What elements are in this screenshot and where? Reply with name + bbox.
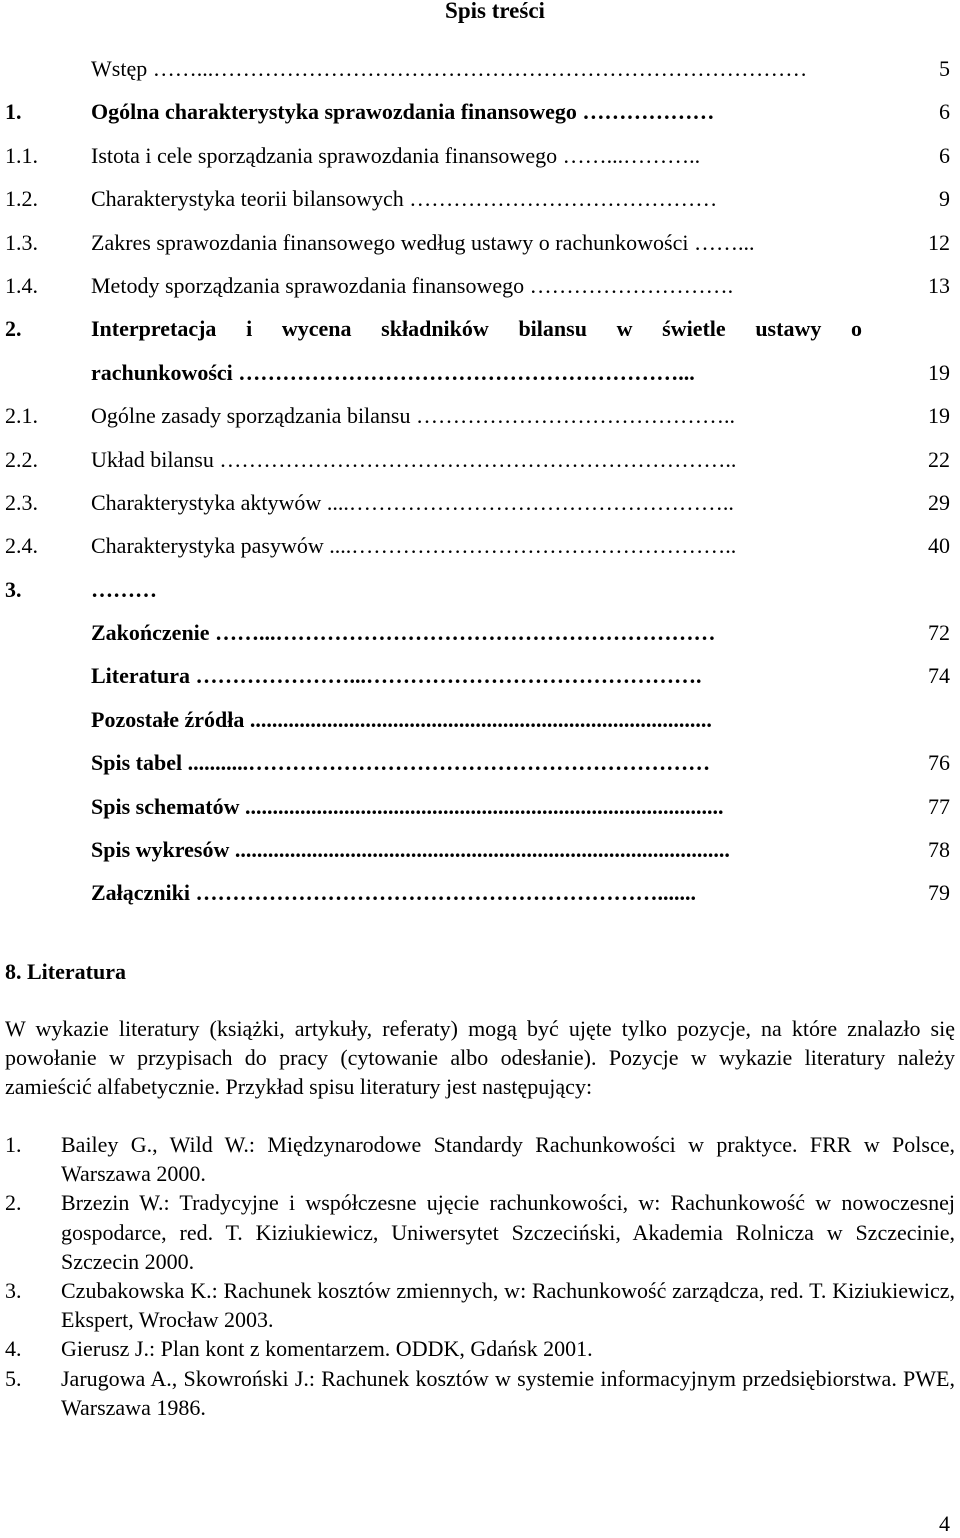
table-of-contents [0,52,960,920]
toc-entry-number: 1.3. [5,229,38,255]
toc-entry-title: Układ bilansu …………………………………………………………….. [91,446,737,472]
toc-entry-title: Charakterystyka aktywów ....…………………………………………….. [91,489,734,515]
toc-entry-title: Spis wykresów .......................................................................................... [91,837,730,863]
bibliography-item-text: Gierusz J.: Plan kont z komentarzem. ODDK, Gdańsk 2001. [61,1336,593,1362]
toc-entry [0,876,960,919]
bibliography-item-text: Jarugowa A., Skowroński J.: Rachunek kosztów w systemie informacyjnym przedsiębiorstwa. PWE, Warszawa 1986. [61,1365,955,1420]
toc-entry-title: ……… [91,576,157,602]
bibliography-item-number: 5. [5,1365,22,1391]
toc-entry [0,356,960,399]
toc-entry-title: Charakterystyka pasywów ....…………………………………………….. [91,533,737,559]
bibliography-item [0,1364,955,1422]
toc-entry-page: 79 [928,880,950,906]
page-title: Spis treści [445,0,545,23]
toc-entry-title: Zakres sprawozdania finansowego według ustawy o rachunkowości ……... [91,229,755,255]
bibliography-item [0,1276,955,1334]
toc-entry-title: Metody sporządzania sprawozdania finansowego ………………………. [91,272,734,298]
toc-entry-title: Spis schematów ....................................................................................... [91,793,724,819]
toc-entry-title: Spis tabel ...........……………………………………………………… [91,750,711,776]
toc-entry-number: 1.1. [5,142,38,168]
toc-entry-title: Ogólna charakterystyka sprawozdania finansowego ……………… [91,99,715,125]
toc-entry-title: Wstęp ……...……………………………………………………………………… [91,56,808,81]
bibliography-item-number: 1. [5,1132,22,1157]
bibliography-item-text: Czubakowska K.: Rachunek kosztów zmiennych, w: Rachunkowość zarządcza, red. T. Kiziukiewicz, Ekspert, Wrocław 2003. [61,1278,955,1333]
bibliography-item-number: 2. [5,1190,22,1216]
toc-entry [0,746,960,789]
toc-entry [0,269,960,312]
toc-entry [0,659,960,702]
toc-entry [0,139,960,182]
toc-entry-number: 2. [5,316,22,342]
toc-entry-page: 19 [928,359,950,385]
toc-entry-page: 72 [928,620,950,646]
bibliography-item-text: Bailey G., Wild W.: Międzynarodowe Standardy Rachunkowości w praktyce. FRR w Polsce, Warszawa 2000. [61,1132,955,1187]
bibliography-item [0,1334,955,1363]
toc-entry-number: 1.4. [5,272,38,298]
toc-entry-number: 1.2. [5,186,38,212]
toc-entry-title: Interpretacja i wycena składników bilansu w świetle ustawy o [91,316,862,342]
toc-entry [0,790,960,833]
toc-entry [0,312,960,355]
toc-entry [0,182,960,225]
toc-entry [0,399,960,442]
toc-entry-number: 1. [5,99,22,125]
bibliography-item-number: 4. [5,1336,22,1362]
toc-entry-number: 2.3. [5,489,38,515]
toc-entry-title: Istota i cele sporządzania sprawozdania finansowego ……...……….. [91,142,701,168]
toc-entry [0,703,960,746]
toc-entry-page: 29 [928,489,950,515]
bibliography-item-text: Brzezin W.: Tradycyjne i współczesne ujęcie rachunkowości, w: Rachunkowość w nowoczesnej gospodarce, red. T. Kiziukiewicz, Uniwersytet Szczeciński, Akademia Rolnicza w Szczecinie, Szczecin 2000. [61,1190,955,1274]
toc-entry-page: 12 [928,229,950,255]
section-heading: 8. Literatura [5,959,126,984]
toc-entry-number: 2.1. [5,403,38,429]
toc-entry-number: 2.2. [5,446,38,472]
bibliography-list [0,1130,960,1422]
bibliography-item [0,1130,955,1188]
toc-entry-page: 19 [928,403,950,429]
toc-entry-number: 3. [5,576,22,602]
toc-entry-title: Literatura …………………...………………………………………. [91,663,702,689]
toc-entry [0,616,960,659]
toc-entry-title: Charakterystyka teorii bilansowych …………………………………… [91,186,718,212]
toc-entry [0,52,960,95]
toc-entry-title: Pozostałe źródła .................................................................................... [91,706,712,732]
toc-entry-number: 2.4. [5,533,38,559]
bibliography-item [0,1188,955,1276]
toc-entry-page: 74 [928,663,950,689]
toc-entry-page: 22 [928,446,950,472]
bibliography-item-number: 3. [5,1278,22,1304]
toc-entry-page: 6 [939,142,950,168]
toc-entry [0,486,960,529]
toc-entry [0,95,960,138]
toc-entry-page: 76 [928,750,950,776]
toc-entry [0,833,960,876]
toc-entry [0,529,960,572]
toc-entry-page: 6 [939,99,950,125]
toc-entry-page: 9 [939,186,950,212]
toc-entry-title: Załączniki ………………………………………………………....... [91,880,697,906]
toc-entry-title: Zakończenie ……...…………………………………………………… [91,620,716,646]
toc-entry-page: 77 [928,793,950,819]
page-number: 4 [939,1511,950,1536]
toc-entry [0,443,960,486]
toc-entry-title: Ogólne zasady sporządzania bilansu …………………………………….. [91,403,735,429]
toc-entry-page: 5 [939,56,950,81]
section-paragraph: W wykazie literatury (książki, artykuły, referaty) mogą być ujęte tylko pozycje, na które znalazło się powołanie w przypisach do pracy (cytowanie albo odesłanie). Pozycje w wykazie literatury należy zamieścić alfabetycznie. Przykład spisu literatury jest następujący: [5,1016,955,1100]
toc-entry-title: rachunkowości ……………………………………………………... [91,359,695,385]
toc-entry-page: 40 [928,533,950,559]
toc-entry [0,226,960,269]
toc-entry-page: 78 [928,837,950,863]
toc-entry [0,573,960,616]
toc-entry-page: 13 [928,272,950,298]
